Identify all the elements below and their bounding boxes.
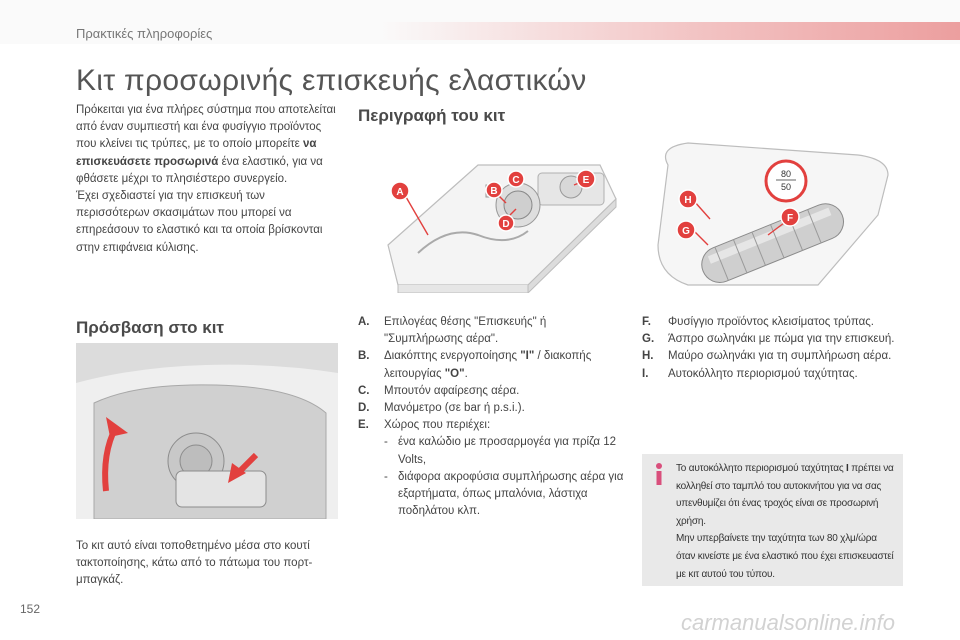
component-list-right [642, 314, 904, 383]
speed-label-top: 80 [780, 169, 792, 179]
list-item-g: G. Άσπρο σωληνάκι με πώμα για την επισκευή. [642, 333, 895, 346]
intro-paragraph-1: Πρόκειται για ένα πλήρες σύστημα που αποτελείται από έναν συμπιεστή και ένα φυσίγγιο προϊόντος που κλείνει τις τρύπες, με το οποίο μπορείτε να επισκευάσετε προσωρινά ένα ελαστικό, για να φθάσετε μέχρι το πλησιέστερο συνεργείο. [76, 104, 336, 185]
list-item-e: E. Χώρος που περιέχει: - ένα καλώδιο με προσαρμογέα για πρίζα 12 Volts, - διάφορα ακροφύσια συμπλήρωσης αέρα για εξαρτήματα, όπως μπαλόνια, λάστιχα ποδηλάτου κλπ. [358, 417, 626, 520]
info-note [642, 454, 903, 586]
section-header: Πρακτικές πληροφορίες [76, 26, 213, 41]
svg-text:H: H [684, 195, 692, 206]
svg-text:D: D [502, 219, 510, 230]
list-item-f: F. Φυσίγγιο προϊόντος κλεισίματος τρύπας. [642, 316, 875, 328]
note-paragraph-1: Το αυτοκόλλητο περιορισμού ταχύτητας I πρέπει να κολληθεί στο ταμπλό του αυτοκινήτου για να σας υπενθυμίζει ότι ένας τροχός είναι σε προσωρινή χρήση. [676, 463, 894, 527]
svg-text:E: E [582, 175, 590, 186]
trunk-illustration [76, 343, 338, 519]
svg-text:A: A [396, 187, 404, 198]
info-icon [652, 462, 666, 486]
header-accent-fade [380, 22, 960, 40]
page-title: Κιτ προσωρινής επισκευής ελαστικών [76, 64, 587, 97]
callout-c [508, 171, 524, 187]
list-item-d: D. Μανόμετρο (σε bar ή p.s.i.). [358, 402, 525, 415]
svg-text:G: G [682, 226, 690, 237]
list-item-b: B. Διακόπτης ενεργοποίησης "I" / διακοπής λειτουργίας "O". [358, 350, 592, 380]
svg-text:F: F [786, 213, 794, 224]
list-item-i: I. Αυτοκόλλητο περιορισμού ταχύτητας. [642, 367, 858, 380]
note-text [676, 460, 898, 583]
list-item-h: H. Μαύρο σωληνάκι για τη συμπλήρωση αέρα. [642, 350, 892, 363]
page-number: 152 [20, 602, 41, 616]
kit-illustration [358, 135, 903, 293]
intro-paragraph-2: Έχει σχεδιαστεί για την επισκευή των περισσότερων σκασιμάτων που μπορεί να επηρεάσουν το ελαστικό και τα οποία βρίσκονται στην επιφάνεια κύλισης. [76, 190, 323, 254]
component-list-left [358, 314, 626, 520]
svg-text:C: C [512, 175, 520, 186]
svg-text:B: B [490, 186, 498, 197]
access-caption: Το κιτ αυτό είναι τοποθετημένο μέσα στο κουτί τακτοποίησης, κάτω από το πάτωμα του πορτ-μπαγκάζ. [76, 540, 313, 586]
speed-label-bottom: 50 [780, 182, 792, 192]
description-heading: Περιγραφή του κιτ [358, 106, 506, 125]
list-subitem: - διάφορα ακροφύσια συμπλήρωσης αέρα για εξαρτήματα, όπως μπαλόνια, λάστιχα ποδηλάτου κλπ. [384, 470, 624, 518]
access-heading: Πρόσβαση στο κιτ [76, 318, 225, 337]
list-item-a: A. Επιλογέας θέσης "Επισκευής" ή "Συμπλήρωσης αέρα". [358, 316, 547, 346]
intro-text [76, 102, 338, 257]
list-subitem: - ένα καλώδιο με προσαρμογέα για πρίζα 12 Volts, [384, 436, 617, 466]
list-item-c: C. Μπουτόν αφαίρεσης αέρα. [358, 384, 520, 397]
note-paragraph-2: Μην υπερβαίνετε την ταχύτητα των 80 χλμ/ώρα όταν κινείστε με ένα ελαστικό που έχει επισκευαστεί με κιτ αυτού του τύπου. [676, 533, 894, 580]
watermark: carmanualsonline.info [681, 610, 896, 635]
